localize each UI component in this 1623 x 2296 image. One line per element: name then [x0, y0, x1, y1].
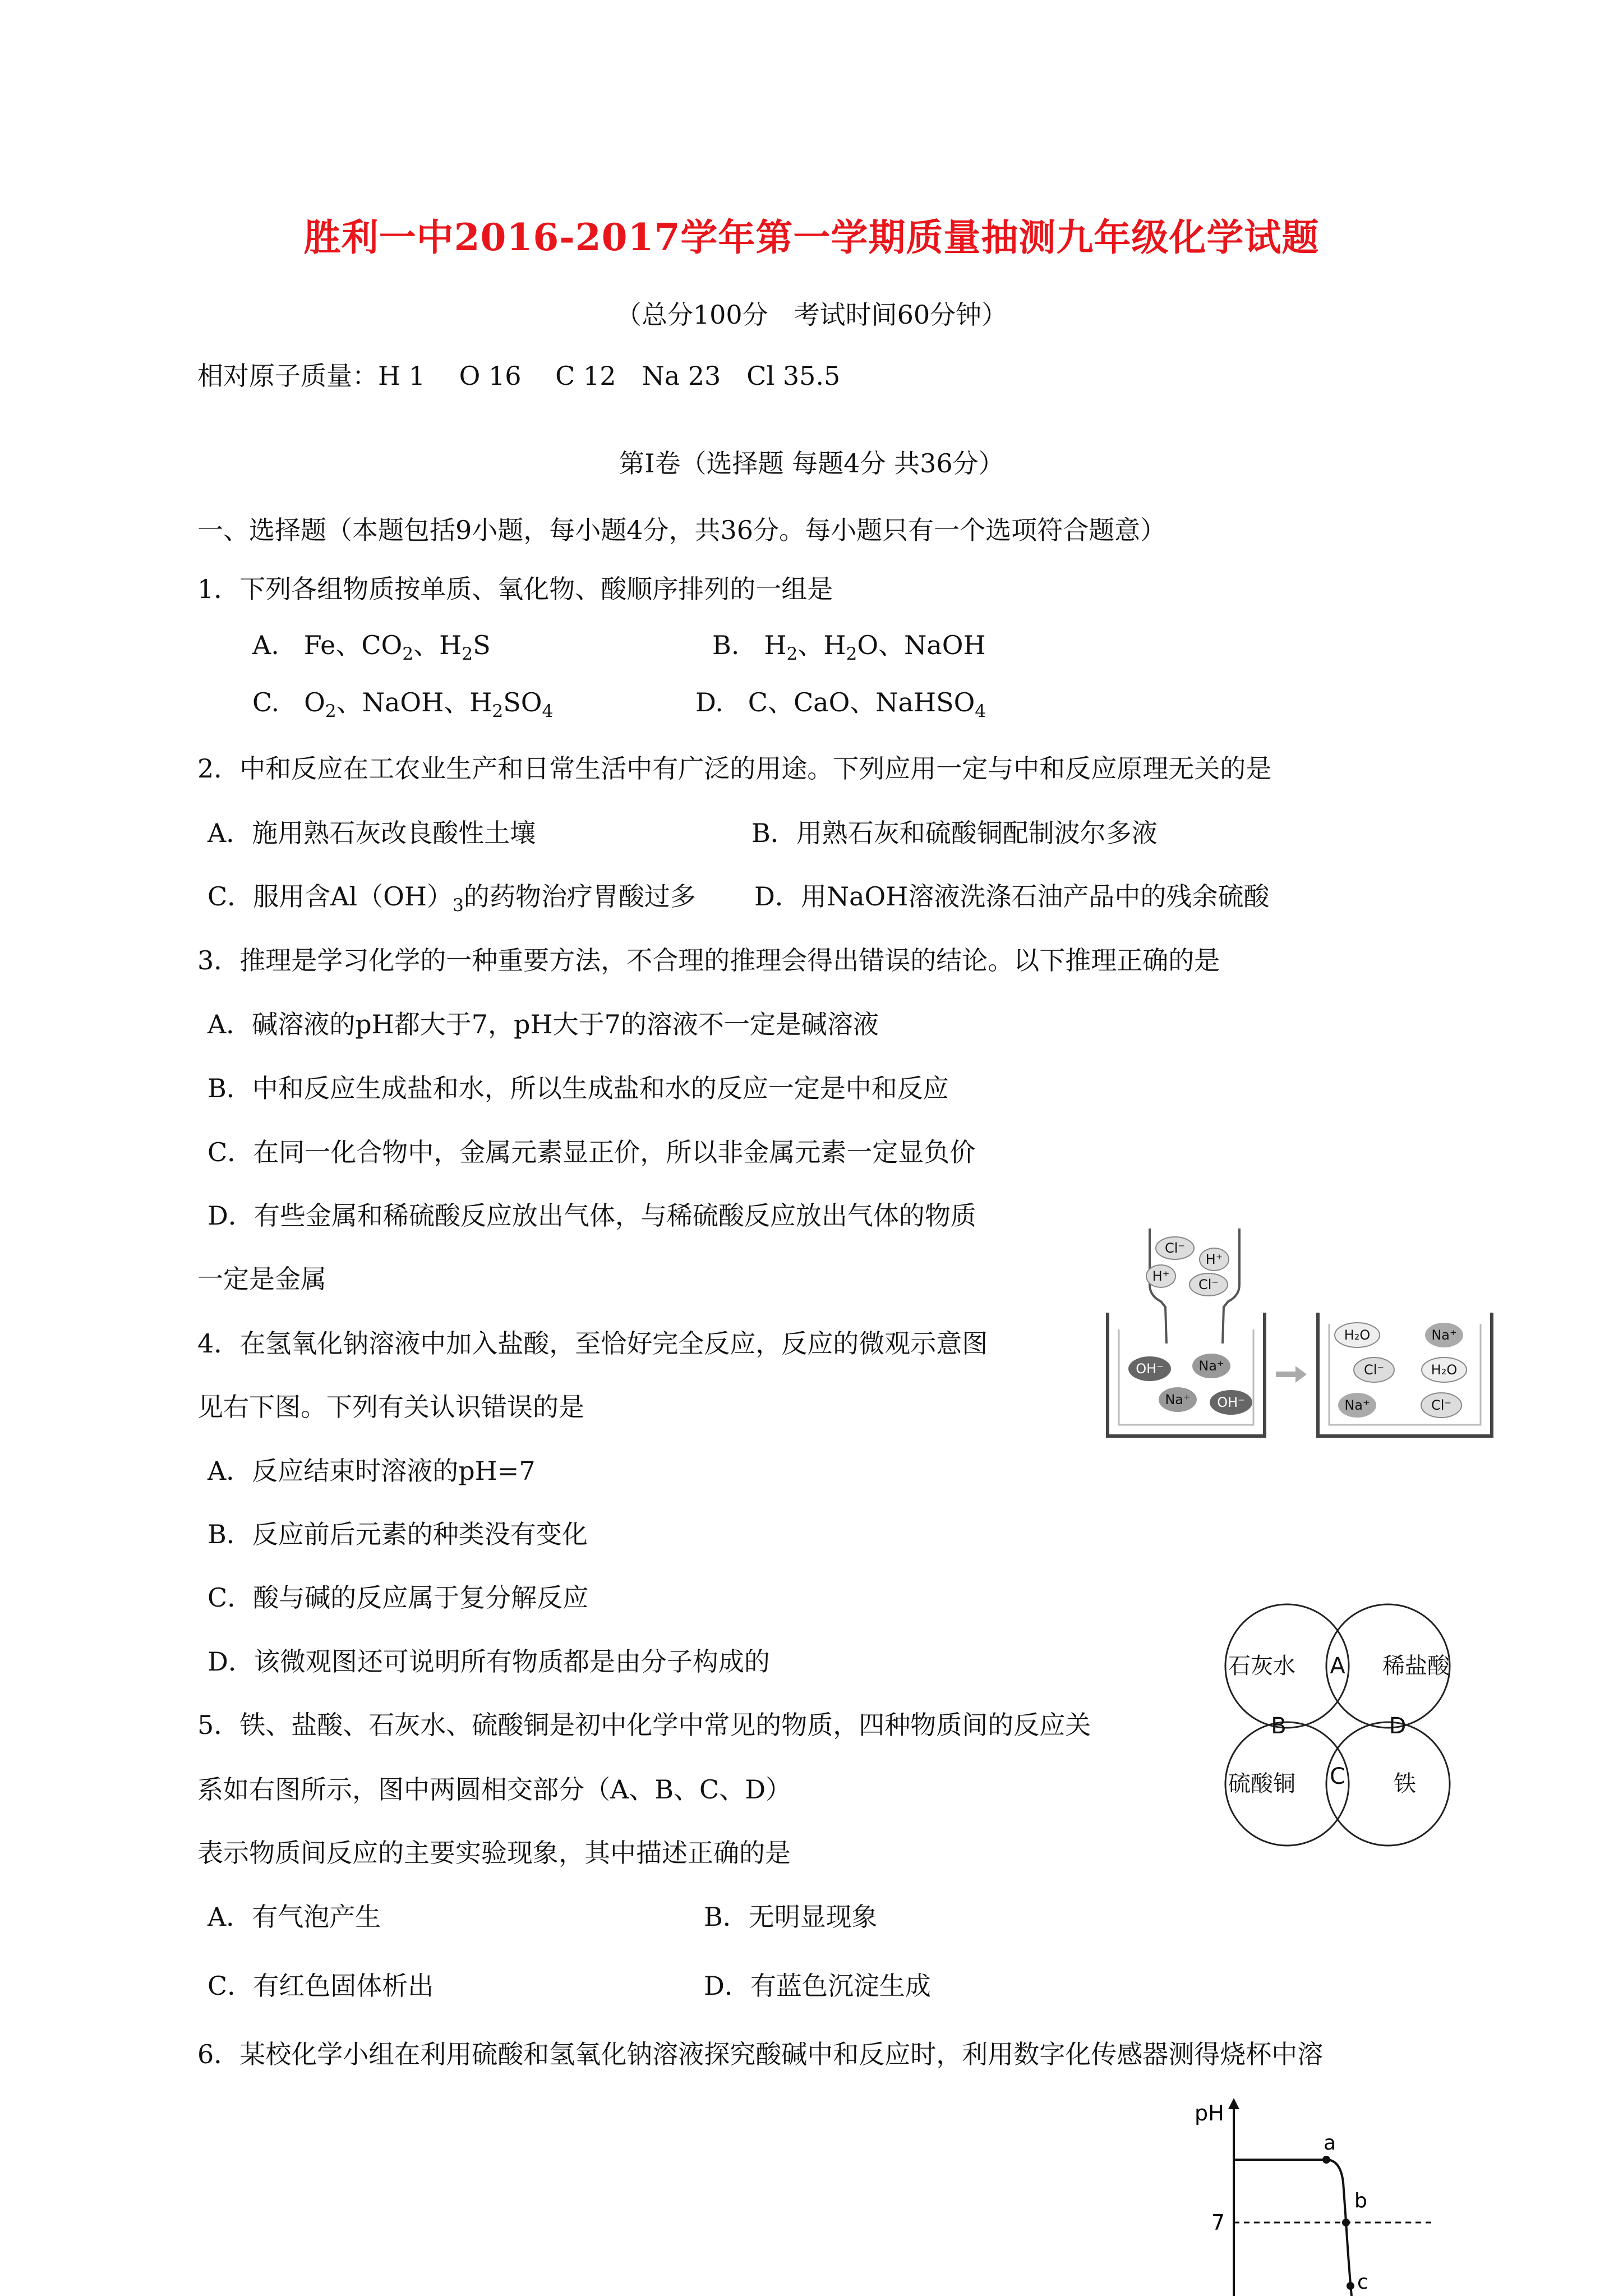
- y-axis-arrow: [1228, 2098, 1239, 2109]
- q1-option-a: A. Fe、$CO_2$、$H_2S$: [252, 630, 491, 665]
- page-title: 胜利一中2016-2017学年第一学期质量抽测九年级化学试题: [303, 215, 1320, 259]
- venn-label-top-right: 稀盐酸: [1382, 1653, 1450, 1679]
- ion-label: H⁺: [1152, 1268, 1170, 1284]
- funnel-ions: [1146, 1237, 1229, 1296]
- q4-option-b: B．反应前后元素的种类没有变化: [208, 1519, 588, 1549]
- q1-option-b: B. $H_2$、$H_2O$、NaOH: [712, 630, 986, 665]
- point-b-label: b: [1354, 2189, 1367, 2212]
- q2-option-d: D．用NaOH溶液洗涤石油产品中的残余硫酸: [754, 881, 1270, 912]
- ion-label: OH⁻: [1136, 1361, 1164, 1377]
- atomic-mass: 相对原子质量：H 1 O 16 C 12 Na 23 Cl 35.5: [197, 361, 841, 391]
- y-axis-label: pH: [1195, 2101, 1224, 2125]
- q4-option-d: D．该微观图还可说明所有物质都是由分子构成的: [208, 1646, 770, 1677]
- y-tick-7: 7: [1211, 2210, 1225, 2235]
- q5-option-d: D．有蓝色沉淀生成: [704, 1971, 931, 2001]
- ion-label: Na⁺: [1431, 1327, 1457, 1343]
- q3-option-d-cont: 一定是金属: [197, 1264, 326, 1294]
- molecule-label: H₂O: [1431, 1362, 1458, 1378]
- ion-label: OH⁻: [1217, 1395, 1245, 1410]
- q4-option-c: C．酸与碱的反应属于复分解反应: [208, 1582, 589, 1613]
- venn-label-top-left: 石灰水: [1228, 1653, 1295, 1679]
- q3-option-b: B．中和反应生成盐和水，所以生成盐和水的反应一定是中和反应: [208, 1073, 949, 1103]
- q3-option-d: D．有些金属和稀硫酸反应放出气体，与稀硫酸反应放出气体的物质: [208, 1200, 976, 1231]
- venn-label-bottom-left: 硫酸铜: [1228, 1771, 1295, 1797]
- ph-graph: [1189, 2098, 1503, 2296]
- point-a-label: a: [1324, 2132, 1336, 2155]
- beaker-before-ions: [1128, 1354, 1252, 1415]
- exam-info: （总分100分 考试时间60分钟）: [615, 300, 1008, 330]
- arrow: [1276, 1366, 1307, 1383]
- ion-label: Cl⁻: [1198, 1277, 1219, 1292]
- q5-option-b: B．无明显现象: [704, 1902, 878, 1932]
- venn-region-c: C: [1330, 1764, 1345, 1789]
- q4-stem: 4．在氢氧化钠溶液中加入盐酸，至恰好完全反应，反应的微观示意图: [197, 1328, 988, 1359]
- part-intro: 一、选择题（本题包括9小题，每小题4分，共36分。每小题只有一个选项符合题意）: [197, 515, 1166, 545]
- q4-stem-cont: 见右下图。下列有关认识错误的是: [197, 1392, 584, 1422]
- section-title: 第Ⅰ卷（选择题 每题4分 共36分）: [619, 448, 1004, 478]
- q2-option-b: B．用熟石灰和硫酸铜配制波尔多液: [751, 818, 1158, 848]
- molecule-label: H₂O: [1344, 1327, 1371, 1343]
- venn-region-d: D: [1389, 1713, 1407, 1739]
- q1-option-c: C. $O_2$、NaOH、$H_2SO_4$: [252, 687, 554, 722]
- venn-region-b: B: [1271, 1713, 1287, 1739]
- q1-option-d: D. C、CaO、NaHSO$_4$: [695, 687, 986, 722]
- point-b: [1342, 2219, 1350, 2226]
- q5-stem-cont: 系如右图所示，图中两圆相交部分（A、B、C、D）: [197, 1774, 792, 1805]
- neutralization-diagram: [1099, 1223, 1503, 1447]
- ion-label: Na⁺: [1165, 1392, 1191, 1407]
- q3-option-a: A．碱溶液的pH都大于7，pH大于7的溶液不一定是碱溶液: [208, 1009, 879, 1039]
- q2-option-a: A．施用熟石灰改良酸性土壤: [208, 818, 536, 848]
- venn-diagram: [1189, 1593, 1492, 1862]
- point-a: [1322, 2156, 1330, 2164]
- q5-stem: 5．铁、盐酸、石灰水、硫酸铜是初中化学中常见的物质，四种物质间的反应关: [197, 1710, 1091, 1740]
- beaker-after-ions: [1335, 1323, 1467, 1418]
- ion-label: Cl⁻: [1363, 1362, 1385, 1378]
- q3-option-c: C．在同一化合物中，金属元素显正价，所以非金属元素一定显负价: [208, 1137, 976, 1167]
- q3-stem: 3．推理是学习化学的一种重要方法，不合理的推理会得出错误的结论。以下推理正确的是: [197, 945, 1220, 976]
- q5-stem-cont2: 表示物质间反应的主要实验现象，其中描述正确的是: [197, 1838, 791, 1868]
- venn-label-bottom-right: 铁: [1394, 1771, 1416, 1797]
- ion-label: Na⁺: [1198, 1358, 1224, 1374]
- q2-stem: 2．中和反应在工农业生产和日常生活中有广泛的用途。下列应用一定与中和反应原理无关的是: [197, 753, 1272, 784]
- ph-curve: [1234, 2160, 1352, 2296]
- ion-label: Cl⁻: [1164, 1240, 1186, 1256]
- point-c: [1347, 2282, 1354, 2290]
- ion-label: Na⁺: [1344, 1397, 1370, 1413]
- q4-option-a: A．反应结束时溶液的pH=7: [208, 1456, 536, 1486]
- q2-option-c: C．服用含$Al(OH)_3$的药物治疗胃酸过多: [208, 881, 696, 916]
- q1-stem: 1．下列各组物质按单质、氧化物、酸顺序排列的一组是: [197, 574, 833, 604]
- q5-option-a: A．有气泡产生: [208, 1902, 381, 1932]
- q6-stem: 6．某校化学小组在利用硫酸和氢氧化钠溶液探究酸碱中和反应时，利用数字化传感器测得烧杯中溶: [197, 2039, 1324, 2069]
- ion-label: Cl⁻: [1431, 1397, 1452, 1413]
- q5-option-c: C．有红色固体析出: [208, 1971, 434, 2001]
- venn-region-a: A: [1330, 1653, 1345, 1679]
- ion-label: H⁺: [1205, 1251, 1223, 1267]
- point-c-label: c: [1357, 2271, 1368, 2294]
